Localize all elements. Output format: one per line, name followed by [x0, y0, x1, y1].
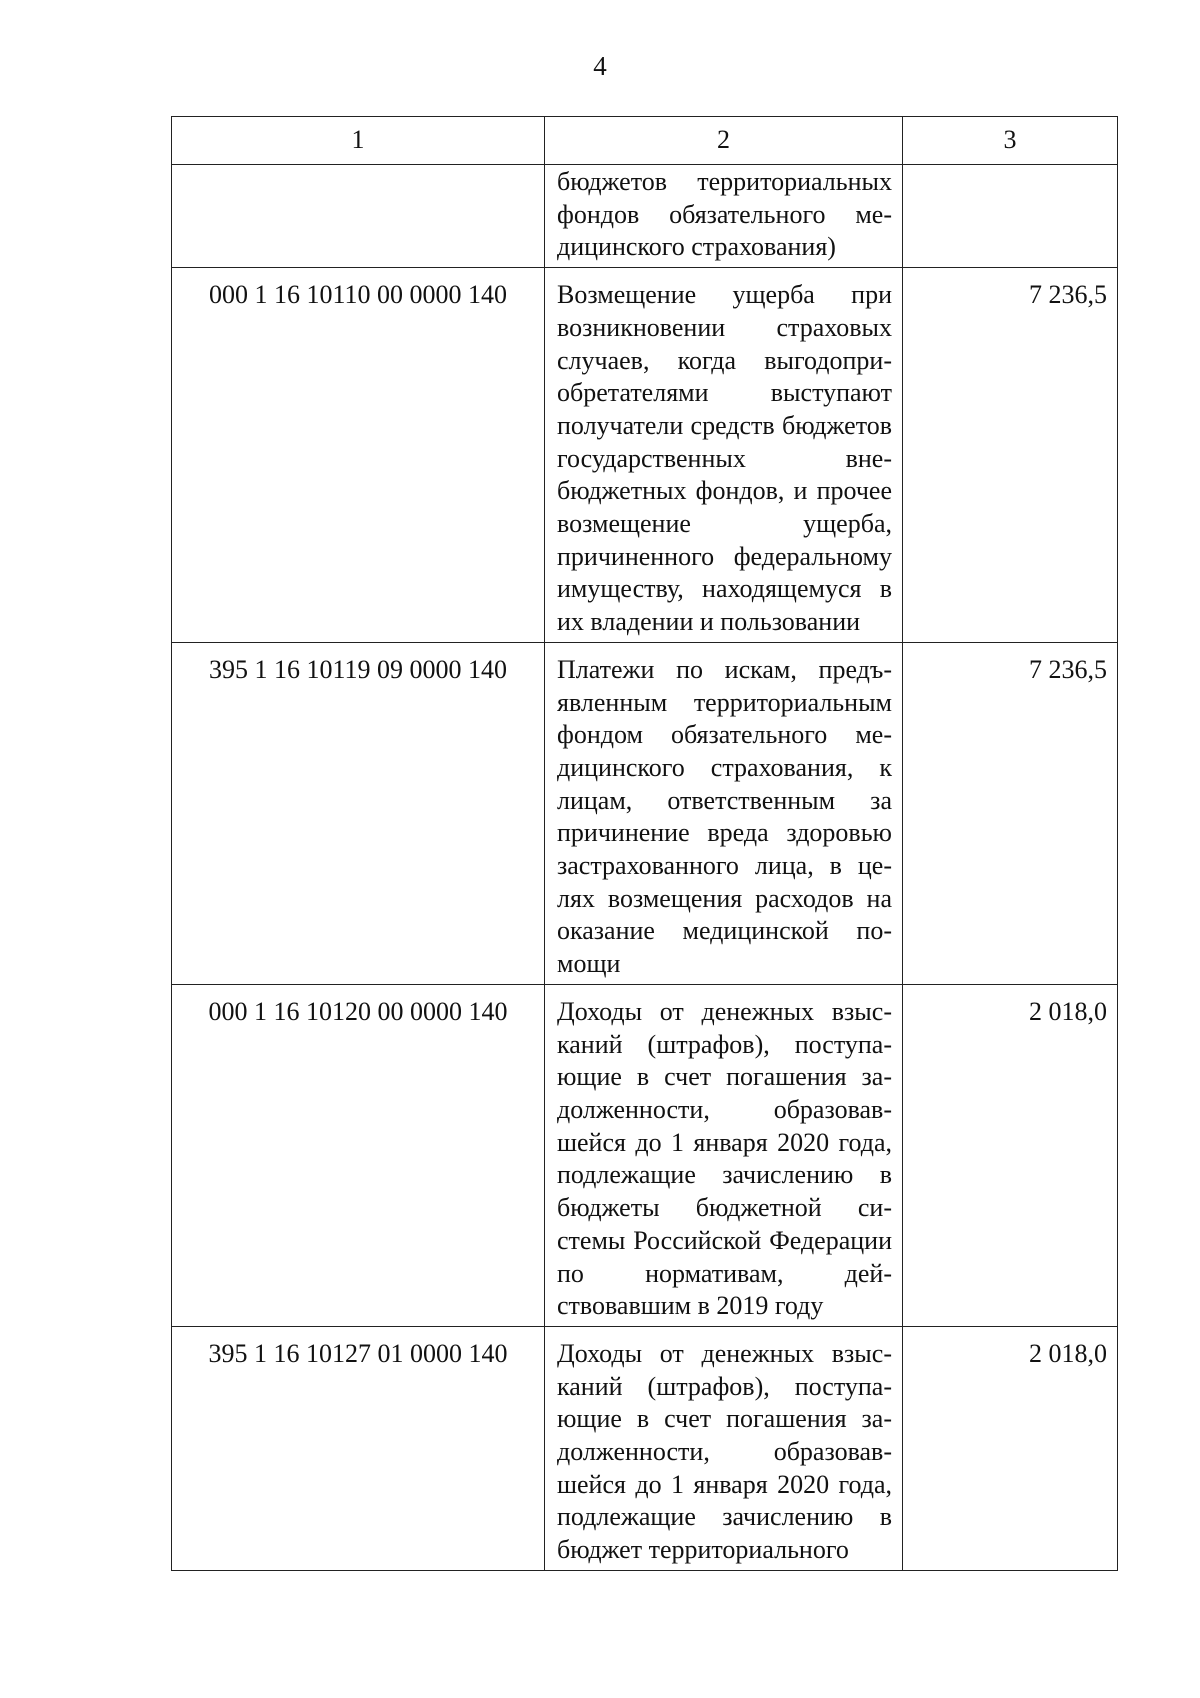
- name-cell: Платежи по искам, предъявленным территориальным фондом обязательного медицинского страхования, к лицам, ответственным за причинение вреда здоровью застрахованного лица, в целях возмещения расходов на оказание медицинской помощи: [545, 642, 903, 984]
- amount-cell: 2 018,0: [903, 984, 1118, 1326]
- column-header-amount: 3: [903, 117, 1118, 165]
- table-body: [172, 165, 1118, 1571]
- code-cell: [172, 165, 545, 268]
- column-header-code: 1: [172, 117, 545, 165]
- table-header: [172, 117, 1118, 165]
- budget-revenue-table: [171, 116, 1118, 1571]
- code-cell: 395 1 16 10127 01 0000 140: [172, 1326, 545, 1570]
- name-cell: Доходы от денежных взысканий (штрафов), поступающие в счет погашения задолженности, образовавшейся до 1 января 2020 года, подлежащие зачислению в бюджеты бюджетной системы Российской Федерации по нормативам, действовавшим в 2019 году: [545, 984, 903, 1326]
- table-row: [172, 268, 1118, 643]
- amount-cell: 2 018,0: [903, 1326, 1118, 1570]
- code-cell: 000 1 16 10120 00 0000 140: [172, 984, 545, 1326]
- name-cell: бюджетов территориальных фондов обязательного медицинского страхования): [545, 165, 903, 268]
- code-cell: 000 1 16 10110 00 0000 140: [172, 268, 545, 643]
- page-number: 4: [593, 51, 607, 81]
- code-cell: 395 1 16 10119 09 0000 140: [172, 642, 545, 984]
- table-row: [172, 984, 1118, 1326]
- table-row-continuation: [172, 165, 1118, 268]
- name-cell: Доходы от денежных взысканий (штрафов), поступающие в счет погашения задолженности, образовавшейся до 1 января 2020 года, подлежащие зачислению в бюджет территориального: [545, 1326, 903, 1570]
- header-row: [172, 117, 1118, 165]
- amount-cell: [903, 165, 1118, 268]
- table-row: [172, 1326, 1118, 1570]
- name-cell: Возмещение ущерба при возникновении страховых случаев, когда выгодоприобретателями выступают получатели средств бюджетов государственных внебюджетных фондов, и прочее возмещение ущерба, причиненного федеральному имуществу, находящемуся в их владении и пользовании: [545, 268, 903, 643]
- table-row: [172, 642, 1118, 984]
- amount-cell: 7 236,5: [903, 268, 1118, 643]
- amount-cell: 7 236,5: [903, 642, 1118, 984]
- column-header-name: 2: [545, 117, 903, 165]
